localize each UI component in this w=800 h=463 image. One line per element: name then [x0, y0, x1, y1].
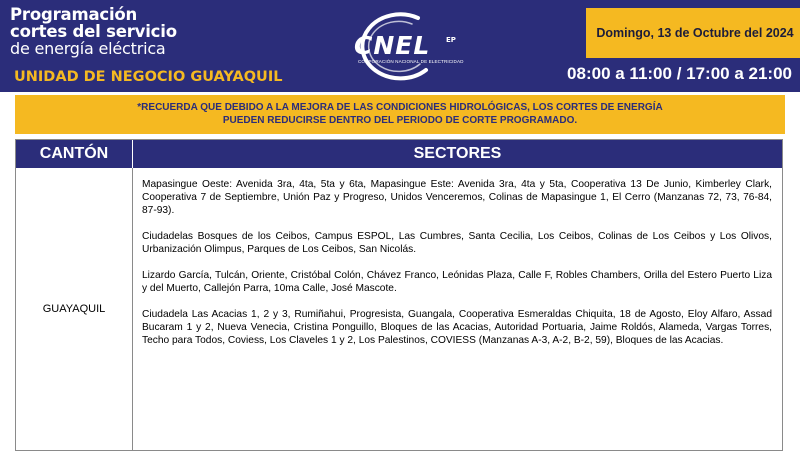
- outage-hours: 08:00 a 11:00 / 17:00 a 21:00: [567, 64, 792, 83]
- logo-name: CNEL: [354, 31, 431, 60]
- column-header-canton: CANTÓN: [39, 145, 109, 162]
- sector-paragraph: Lizardo García, Tulcán, Oriente, Cristóbal Colón, Chávez Franco, Leónidas Plaza, Calle F, Robles Chambers, Orilla del Estero Puerto Liza y del Muerto, Callejón Parra, 10ma Calle, José Mascote.: [142, 270, 772, 294]
- header-banner: [0, 0, 800, 92]
- notice-banner: [15, 95, 785, 134]
- sector-paragraph: Ciudadelas Bosques de los Ceibos, Campus ESPOL, Las Cumbres, Santa Cecilia, Los Ceibos, Colinas de Los Ceibos y Los Olivos, Urbanización Olimpus, Parques de Los Ceibos, San Nicolás.: [142, 231, 772, 255]
- schedule-table: [15, 139, 783, 451]
- date-badge: [586, 8, 800, 58]
- column-divider: [132, 168, 133, 450]
- page-title: [10, 6, 177, 57]
- cnel-logo: [330, 8, 490, 86]
- sector-paragraph: Ciudadela Las Acacias 1, 2 y 3, Rumiñahui, Progresista, Guangala, Cooperativa Esmeraldas Chiquita, 18 de Agosto, Eloy Alfaro, Assad Bucaram 1 y 2, Nueva Venecia, Cristina Ponguillo, Bloques de las Acacias, Autoridad Portuaria, Jaime Roldós, Alameda, Vargas Torres, Techo para Todos, Coviess, Los Claveles 1 y 2, Los Palestinos, COVIESS (Manzanas A-3, A-2, B-2, 59), Bloques de las Acacias.: [142, 309, 772, 346]
- title-line-2: cortes del servicio: [10, 22, 177, 41]
- notice-line-2: PUEDEN REDUCIRSE DENTRO DEL PERIODO DE CORTE PROGRAMADO.: [222, 115, 578, 126]
- notice-line-1: *RECUERDA QUE DEBIDO A LA MEJORA DE LAS CONDICIONES HIDROLÓGICAS, LOS CORTES DE ENERGÍA: [137, 102, 663, 113]
- sectors-cell: [142, 178, 772, 360]
- canton-cell: [16, 168, 132, 450]
- title-line-3: de energía eléctrica: [10, 39, 166, 58]
- logo-subtitle: CORPORACIÓN NACIONAL DE ELECTRICIDAD: [358, 59, 464, 64]
- logo-suffix: EP: [446, 36, 456, 44]
- title-line-1: Programación: [10, 5, 138, 24]
- sector-paragraph: Mapasingue Oeste: Avenida 3ra, 4ta, 5ta y 6ta, Mapasingue Este: Avenida 3ra, 4ta y 5ta, Cooperativa 13 De Junio, Kimberley Clark, Cooperativa 7 de Septiembre, Unión Paz y Progreso, Unidos Venceremos, Colinas de Mapasingue 1, El Cerro (Manzanas 72, 73, 76-84, 87-93).: [142, 179, 772, 216]
- column-header-sectores: SECTORES: [132, 140, 782, 168]
- business-unit-label: UNIDAD DE NEGOCIO GUAYAQUIL: [14, 69, 283, 85]
- canton-name: GUAYAQUIL: [42, 303, 106, 315]
- table-header-row: [16, 140, 782, 168]
- date-text: Domingo, 13 de Octubre del 2024: [596, 26, 794, 40]
